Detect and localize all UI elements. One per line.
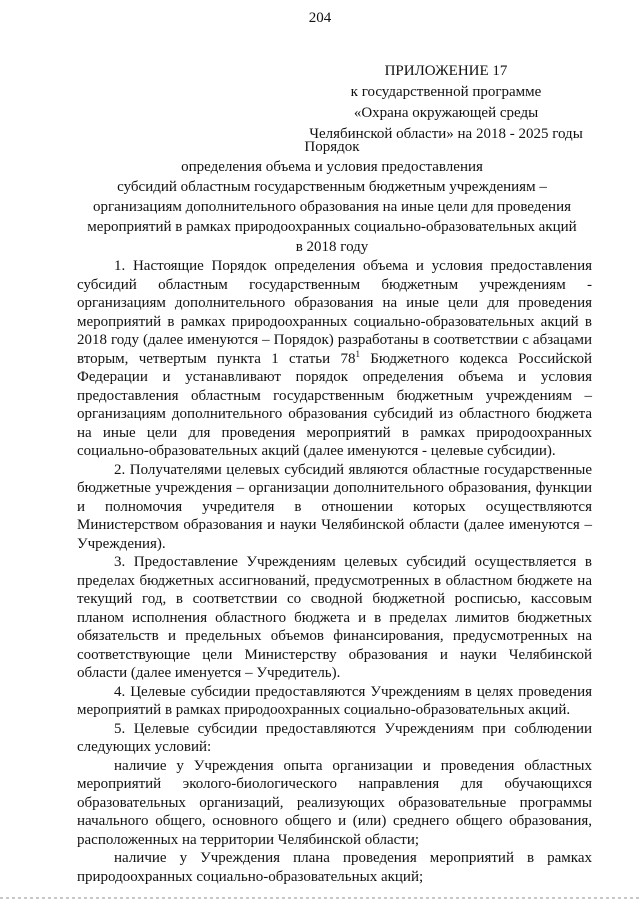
title-line: Порядок — [304, 139, 360, 155]
appendix-line: «Охрана окружающей среды — [353, 105, 539, 121]
appendix-header — [300, 61, 592, 145]
condition-2: наличие у Учреждения плана проведения мероприятий в рамках природоохранных социально-образовательных акций; — [77, 850, 592, 885]
appendix-title: ПРИЛОЖЕНИЕ 17 — [384, 63, 508, 79]
condition-1: наличие у Учреждения опыта организации и проведения областных мероприятий эколого-биологического направления для обучающихся образовательных организаций, реализующих образовательные программы начального общего, основного общего и (или) среднего общего образования, расположенных на территории Челябинской области; — [77, 757, 592, 848]
paragraph-2: 2. Получателями целевых субсидий являются областные государственные бюджетные учреждения – организации дополнительного образования, функции и полномочия учредителя в отношении которых осуществляются Министерством образования и науки Челябинской области (далее именуются – Учреждения). — [77, 461, 592, 552]
document-title — [72, 137, 592, 257]
paragraph-3: 3. Предоставление Учреждениям целевых субсидий осуществляется в пределах бюджетных ассигнований, предусмотренных в областном бюджете на текущий год, в соответствии со сводной бюджетной росписью, кассовым планом исполнения областного бюджета и в пределах лимитов бюджетных обязательств и предельных объемов финансирования, предусмотренных на соответствующие цели Министерству образования и науки Челябинской области (далее именуется – Учредитель). — [77, 554, 592, 681]
title-line: организациям дополнительного образования на иные цели для проведения — [92, 199, 572, 215]
appendix-line: к государственной программе — [350, 84, 542, 100]
scan-edge-line — [0, 897, 640, 899]
title-line: в 2018 году — [295, 239, 369, 255]
document-body — [77, 257, 592, 886]
paragraph-4: 4. Целевые субсидии предоставляются Учреждениям в целях проведения мероприятий в рамках природоохранных социально-образовательных акций. — [77, 683, 592, 718]
page-number: 204 — [308, 10, 332, 26]
paragraph-5: 5. Целевые субсидии предоставляются Учреждениям при соблюдении следующих условий: — [77, 720, 592, 755]
appendix-line: Челябинской области» на 2018 - 2025 годы — [309, 126, 583, 142]
title-line: мероприятий в рамках природоохранных социально-образовательных акций — [87, 219, 577, 235]
article-superscript: 1 — [355, 348, 360, 359]
paragraph-1-text-a: 1. Настоящие Порядок определения объема и условия предоставления субсидий областным государственным бюджетным учреждениям - организациям дополнительного образования на иные цели для проведения мероприятий в рамках природоохранных социально-образовательных акций в 2018 году (далее именуются – Порядок) разработаны в соответствии с абзацами вторым, четвертым пункта 1 статьи 78 — [77, 258, 592, 367]
paragraph-1-text-b: Бюджетного кодекса Российской Федерации и устанавливают порядок определения объема и условия предоставления областным государственным бюджетным учреждениям – организациям дополнительного образования субсидий из областного бюджета на иные цели для проведения мероприятий в рамках природоохранных социально-образовательных акций (далее именуются - целевые субсидии). — [77, 350, 593, 459]
title-line: субсидий областным государственным бюджетным учреждениям – — [117, 179, 547, 195]
title-line: определения объема и условия предоставления — [181, 159, 483, 175]
paragraph-1 — [77, 257, 592, 461]
